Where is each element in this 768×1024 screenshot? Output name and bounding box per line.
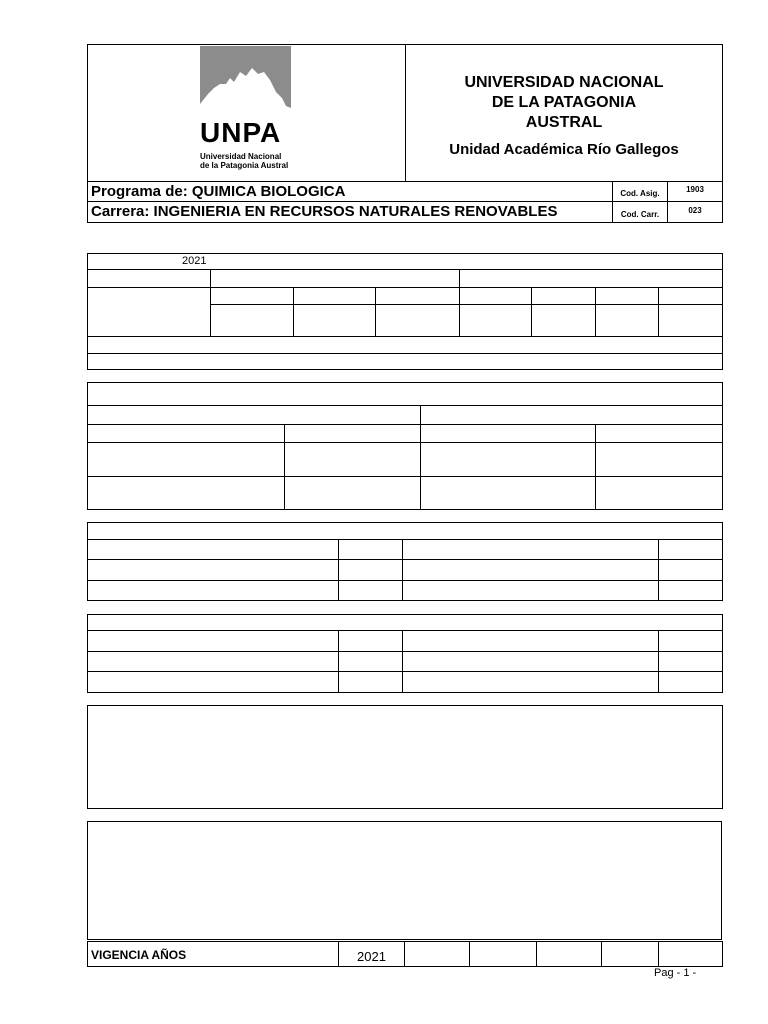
table1-hline-5 [87, 353, 723, 354]
table3-vline-2 [402, 539, 403, 601]
table4-hline-3 [87, 671, 723, 672]
vigencia-label: VIGENCIA AÑOS [91, 948, 187, 962]
empty-box-1 [87, 705, 723, 809]
table2-hline-3 [87, 442, 723, 443]
program-row-divider [87, 201, 723, 202]
table1-vline-e [531, 287, 532, 336]
table2-vline-right [595, 424, 596, 510]
table3-vline-1 [338, 539, 339, 601]
table3-hline-1 [87, 539, 723, 540]
table1-vline-a [210, 269, 211, 336]
table2-hline-1 [87, 405, 723, 406]
university-name-line2: DE LA PATAGONIA [491, 94, 637, 111]
table2-hline-2 [87, 424, 723, 425]
table3-hline-2 [87, 559, 723, 560]
table1-vline-b [459, 269, 460, 336]
logo-subtitle-1: Universidad Nacional [200, 152, 282, 161]
table1-vline-f [595, 287, 596, 336]
table1-hline-4 [87, 336, 723, 337]
carrera-label: Carrera: INGENIERIA EN RECURSOS NATURALES RENOVABLES [91, 203, 558, 220]
table4-vline-1 [338, 630, 339, 693]
table3-hline-3 [87, 580, 723, 581]
table4-hline-2 [87, 651, 723, 652]
page-number: Pag - 1 - [654, 967, 697, 979]
vigencia-vline-2 [404, 941, 405, 967]
vigencia-vline-1 [338, 941, 339, 967]
university-name-line3: AUSTRAL [525, 114, 603, 131]
programa-label: Programa de: QUIMICA BIOLOGICA [91, 183, 346, 200]
table1-vline-g [658, 287, 659, 336]
table4 [87, 614, 723, 693]
vigencia-vline-4 [536, 941, 537, 967]
table3-vline-3 [658, 539, 659, 601]
cod-carr-label: Cod. Carr. [620, 210, 660, 219]
unidad-academica: Unidad Académica Río Gallegos [449, 141, 679, 158]
cod-carr-value: 023 [688, 206, 702, 215]
vigencia-vline-6 [658, 941, 659, 967]
table4-vline-3 [658, 630, 659, 693]
table2-vline-left [284, 424, 285, 510]
cod-asig-label: Cod. Asig. [620, 189, 660, 198]
table1-hline-1 [87, 269, 723, 270]
cod-asig-value: 1903 [686, 185, 704, 194]
table1-vline-c [293, 287, 294, 336]
vigencia-year: 2021 [357, 949, 386, 964]
vigencia-vline-5 [601, 941, 602, 967]
table3 [87, 522, 723, 601]
table1-hline-2 [87, 287, 723, 288]
table2-hline-4 [87, 476, 723, 477]
vigencia-vline-3 [469, 941, 470, 967]
table4-vline-2 [402, 630, 403, 693]
university-name-line1: UNIVERSIDAD NACIONAL [464, 74, 664, 91]
table1-hline-3 [210, 304, 723, 305]
header-divider [405, 44, 406, 182]
table1-year: 2021 [182, 255, 207, 267]
table2-vline-mid [420, 405, 421, 510]
table4-hline-1 [87, 630, 723, 631]
table2 [87, 382, 723, 510]
logo-subtitle-2: de la Patagonia Austral [200, 161, 289, 170]
program-col-divider-1 [612, 181, 613, 223]
empty-box-2 [87, 821, 722, 940]
logo-acronym: UNPA [200, 117, 282, 148]
table1-vline-d [375, 287, 376, 336]
